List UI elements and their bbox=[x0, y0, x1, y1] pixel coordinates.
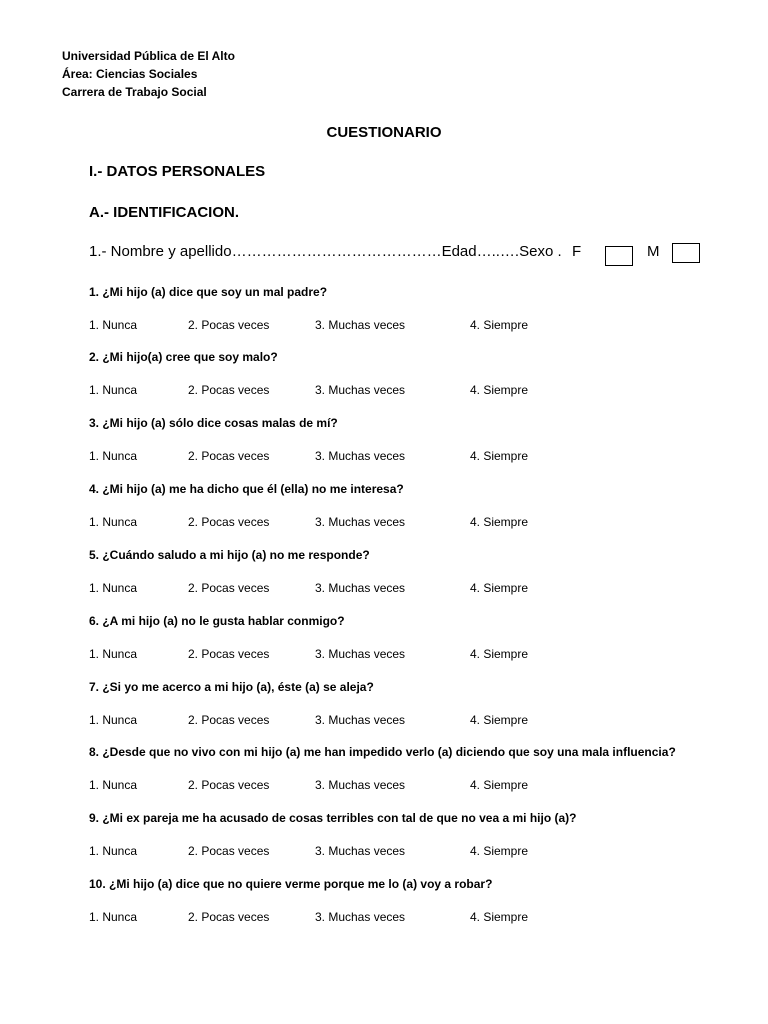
question-1-option-3[interactable]: 3. Muchas veces bbox=[315, 318, 406, 332]
question-5-option-2[interactable]: 2. Pocas veces bbox=[188, 581, 270, 595]
question-2: 2. ¿Mi hijo(a) cree que soy malo? bbox=[89, 350, 278, 364]
question-1-option-1[interactable]: 1. Nunca bbox=[89, 318, 138, 332]
question-2-option-1[interactable]: 1. Nunca bbox=[89, 383, 138, 397]
sex-male-checkbox[interactable] bbox=[672, 243, 700, 263]
document-title: CUESTIONARIO bbox=[326, 124, 442, 141]
question-6: 6. ¿A mi hijo (a) no le gusta hablar conmigo? bbox=[89, 614, 345, 628]
career-name: Carrera de Trabajo Social bbox=[62, 85, 207, 99]
university-name: Universidad Pública de El Alto bbox=[62, 49, 235, 63]
question-8-option-3[interactable]: 3. Muchas veces bbox=[315, 778, 406, 792]
question-7-option-3[interactable]: 3. Muchas veces bbox=[315, 713, 406, 727]
question-7-option-1[interactable]: 1. Nunca bbox=[89, 713, 138, 727]
question-5-option-4[interactable]: 4. Siempre bbox=[470, 581, 529, 595]
question-7-option-4[interactable]: 4. Siempre bbox=[470, 713, 529, 727]
question-10-option-2[interactable]: 2. Pocas veces bbox=[188, 910, 270, 924]
question-8-option-4[interactable]: 4. Siempre bbox=[470, 778, 529, 792]
name-age-field: 1.- Nombre y apellido……………………………………Edad…..….Sexo . bbox=[89, 243, 562, 260]
question-9: 9. ¿Mi ex pareja me ha acusado de cosas terribles con tal de que no vea a mi hijo (a)? bbox=[89, 811, 577, 825]
question-8: 8. ¿Desde que no vivo con mi hijo (a) me han impedido verlo (a) diciendo que soy una mala influencia? bbox=[89, 745, 676, 759]
question-5: 5. ¿Cuándo saludo a mi hijo (a) no me responde? bbox=[89, 548, 370, 562]
question-10: 10. ¿Mi hijo (a) dice que no quiere verme porque me lo (a) voy a robar? bbox=[89, 877, 493, 891]
question-9-option-1[interactable]: 1. Nunca bbox=[89, 844, 138, 858]
section-heading-personal-data: I.- DATOS PERSONALES bbox=[89, 163, 266, 180]
question-6-option-4[interactable]: 4. Siempre bbox=[470, 647, 529, 661]
question-3-option-4[interactable]: 4. Siempre bbox=[470, 449, 529, 463]
question-2-option-2[interactable]: 2. Pocas veces bbox=[188, 383, 270, 397]
question-2-option-3[interactable]: 3. Muchas veces bbox=[315, 383, 406, 397]
question-9-option-4[interactable]: 4. Siempre bbox=[470, 844, 529, 858]
question-6-option-2[interactable]: 2. Pocas veces bbox=[188, 647, 270, 661]
question-2-option-4[interactable]: 4. Siempre bbox=[470, 383, 529, 397]
question-3-option-2[interactable]: 2. Pocas veces bbox=[188, 449, 270, 463]
question-10-option-4[interactable]: 4. Siempre bbox=[470, 910, 529, 924]
question-3: 3. ¿Mi hijo (a) sólo dice cosas malas de mí? bbox=[89, 416, 338, 430]
area-name: Área: Ciencias Sociales bbox=[62, 67, 198, 81]
question-4-option-3[interactable]: 3. Muchas veces bbox=[315, 515, 406, 529]
question-9-option-2[interactable]: 2. Pocas veces bbox=[188, 844, 270, 858]
sex-female-checkbox[interactable] bbox=[605, 246, 633, 266]
question-6-option-3[interactable]: 3. Muchas veces bbox=[315, 647, 406, 661]
question-4-option-4[interactable]: 4. Siempre bbox=[470, 515, 529, 529]
question-10-option-1[interactable]: 1. Nunca bbox=[89, 910, 138, 924]
question-4: 4. ¿Mi hijo (a) me ha dicho que él (ella) no me interesa? bbox=[89, 482, 404, 496]
question-3-option-1[interactable]: 1. Nunca bbox=[89, 449, 138, 463]
question-8-option-1[interactable]: 1. Nunca bbox=[89, 778, 138, 792]
sex-female-label: F bbox=[572, 243, 582, 260]
question-1: 1. ¿Mi hijo (a) dice que soy un mal padre? bbox=[89, 285, 328, 299]
question-1-option-4[interactable]: 4. Siempre bbox=[470, 318, 529, 332]
question-7: 7. ¿Si yo me acerco a mi hijo (a), éste (a) se aleja? bbox=[89, 680, 374, 694]
question-1-option-2[interactable]: 2. Pocas veces bbox=[188, 318, 270, 332]
question-4-option-1[interactable]: 1. Nunca bbox=[89, 515, 138, 529]
document-header bbox=[62, 47, 235, 101]
question-4-option-2[interactable]: 2. Pocas veces bbox=[188, 515, 270, 529]
question-9-option-3[interactable]: 3. Muchas veces bbox=[315, 844, 406, 858]
question-5-option-3[interactable]: 3. Muchas veces bbox=[315, 581, 406, 595]
question-8-option-2[interactable]: 2. Pocas veces bbox=[188, 778, 270, 792]
question-10-option-3[interactable]: 3. Muchas veces bbox=[315, 910, 406, 924]
question-3-option-3[interactable]: 3. Muchas veces bbox=[315, 449, 406, 463]
sex-male-label: M bbox=[647, 243, 660, 260]
question-7-option-2[interactable]: 2. Pocas veces bbox=[188, 713, 270, 727]
question-5-option-1[interactable]: 1. Nunca bbox=[89, 581, 138, 595]
question-6-option-1[interactable]: 1. Nunca bbox=[89, 647, 138, 661]
section-heading-identification: A.- IDENTIFICACION. bbox=[89, 204, 239, 221]
